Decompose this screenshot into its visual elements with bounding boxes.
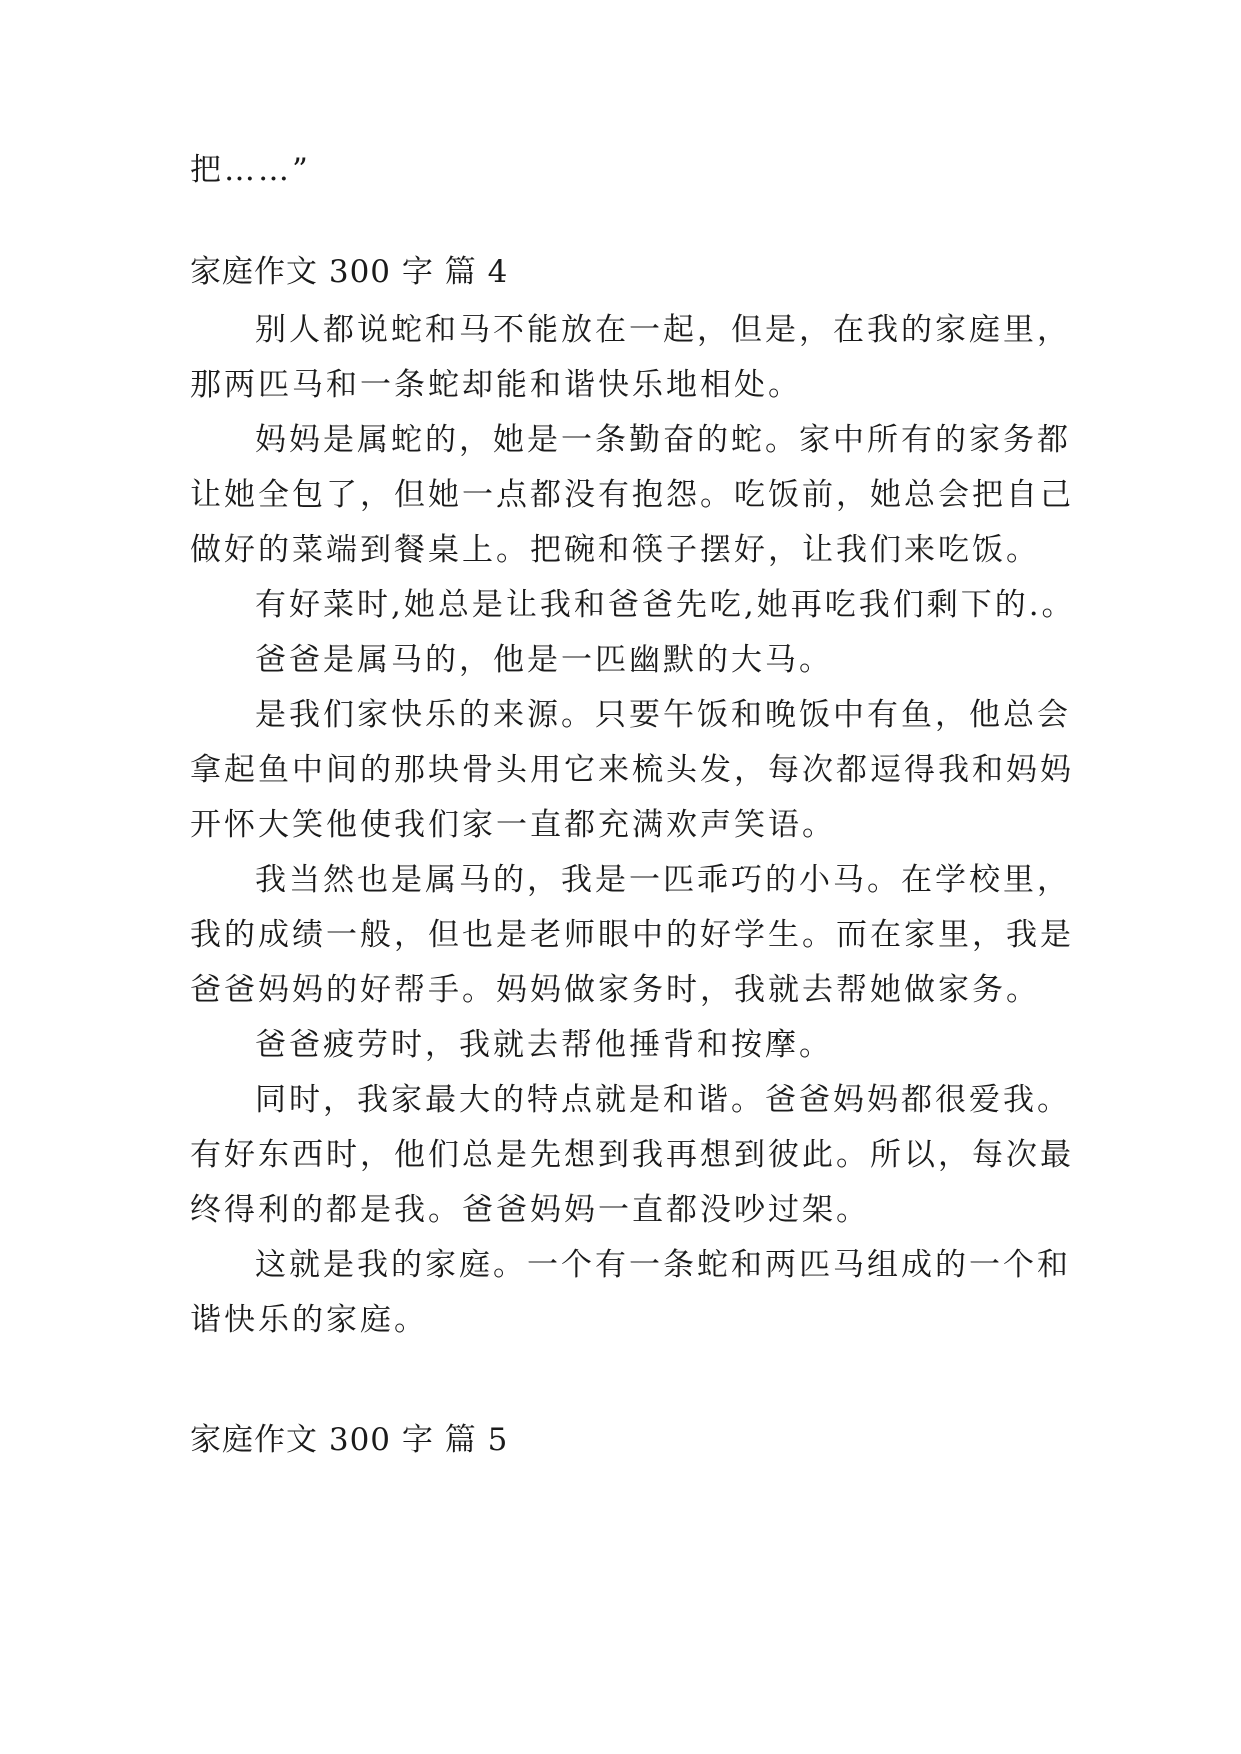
paragraph-line: 做好的菜端到餐桌上。把碗和筷子摆好，让我们来吃饭。 — [190, 532, 1040, 568]
paragraph-line: 谐快乐的家庭。 — [190, 1302, 428, 1338]
paragraph-line: 是我们家快乐的来源。只要午饭和晚饭中有鱼，他总会 — [255, 697, 1071, 733]
paragraph-line: 这就是我的家庭。一个有一条蛇和两匹马组成的一个和 — [255, 1247, 1071, 1283]
fragment-line: 把……” — [190, 152, 311, 188]
paragraph-line: 有好东西时，他们总是先想到我再想到彼此。所以，每次最 — [190, 1137, 1074, 1173]
paragraph-line: 开怀大笑他使我们家一直都充满欢声笑语。 — [190, 807, 836, 843]
paragraph-line: 同时，我家最大的特点就是和谐。爸爸妈妈都很爱我。 — [255, 1082, 1071, 1118]
paragraph-line: 我当然也是属马的，我是一匹乖巧的小马。在学校里， — [255, 862, 1071, 898]
paragraph-line: 那两匹马和一条蛇却能和谐快乐地相处。 — [190, 367, 802, 403]
paragraph-line: 爸爸妈妈的好帮手。妈妈做家务时，我就去帮她做家务。 — [190, 972, 1040, 1008]
section-5-heading: 家庭作文 300 字 篇 5 — [190, 1422, 509, 1458]
paragraph-line: 爸爸是属马的，他是一匹幽默的大马。 — [255, 642, 833, 678]
paragraph-line: 让她全包了，但她一点都没有抱怨。吃饭前，她总会把自己 — [190, 477, 1074, 513]
paragraph-line: 爸爸疲劳时，我就去帮他捶背和按摩。 — [255, 1027, 833, 1063]
paragraph-line: 别人都说蛇和马不能放在一起，但是，在我的家庭里， — [255, 312, 1071, 348]
section-4-heading: 家庭作文 300 字 篇 4 — [190, 254, 509, 290]
paragraph-line: 终得利的都是我。爸爸妈妈一直都没吵过架。 — [190, 1192, 870, 1228]
paragraph-line: 我的成绩一般，但也是老师眼中的好学生。而在家里，我是 — [190, 917, 1074, 953]
paragraph-line: 有好菜时,她总是让我和爸爸先吃,她再吃我们剩下的.。 — [255, 587, 1076, 623]
paragraph-line: 拿起鱼中间的那块骨头用它来梳头发，每次都逗得我和妈妈 — [190, 752, 1074, 788]
paragraph-line: 妈妈是属蛇的，她是一条勤奋的蛇。家中所有的家务都 — [255, 422, 1071, 458]
